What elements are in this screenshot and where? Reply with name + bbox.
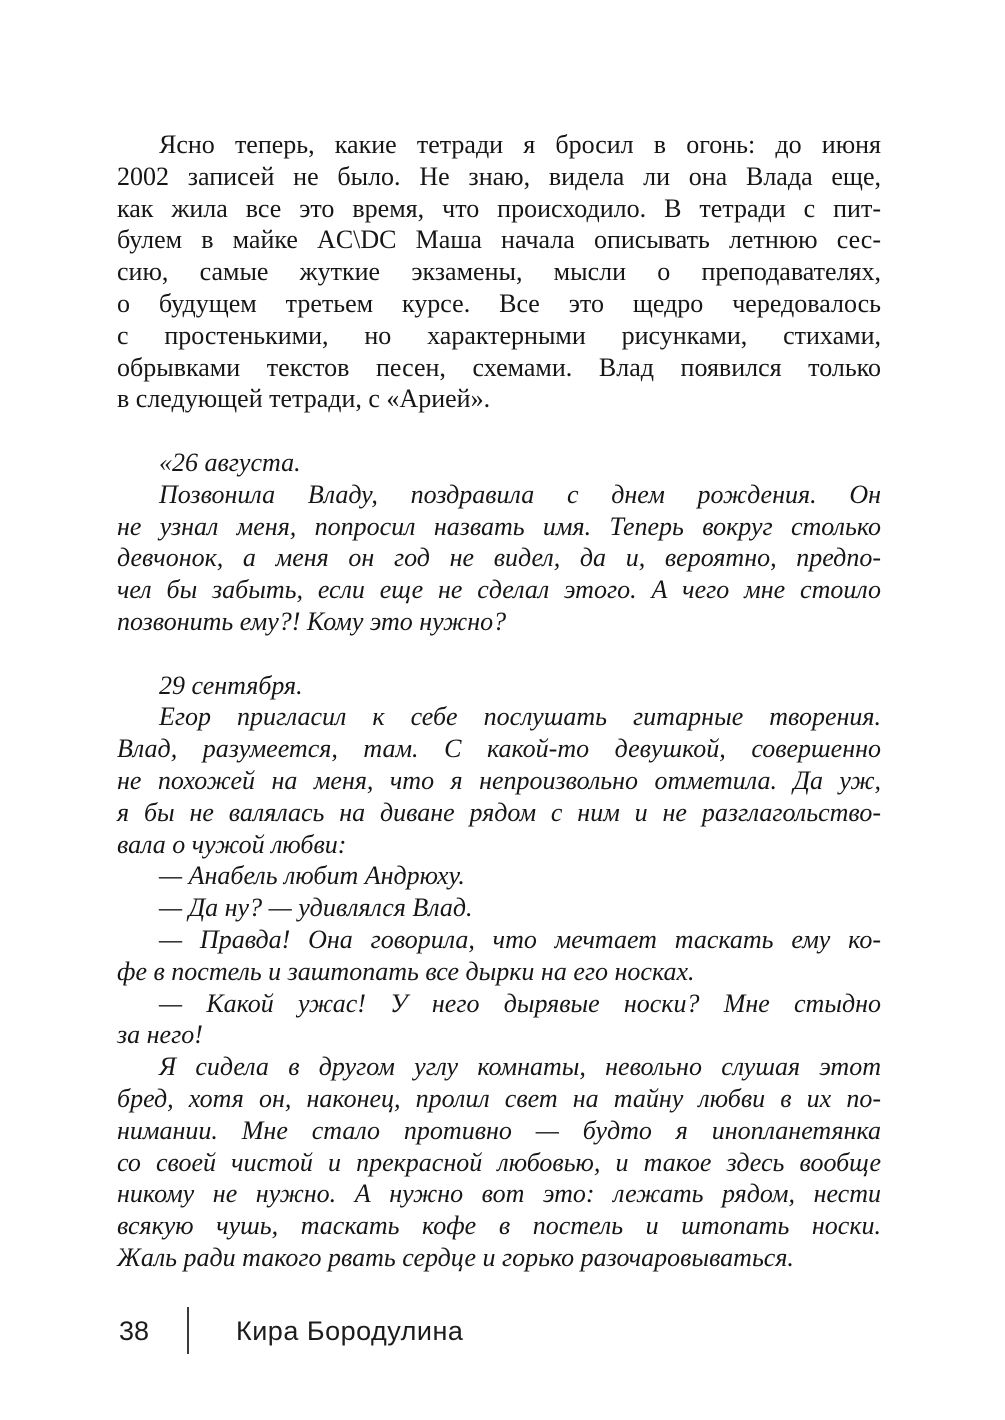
- paragraph: [117, 129, 881, 415]
- text-line: бред, хотя он, наконец, пролил свет на тайну любви в их по-: [117, 1083, 881, 1113]
- paragraph: [117, 892, 881, 924]
- text-line: никому не нужно. А нужно вот это: лежать рядом, нести: [117, 1179, 881, 1209]
- text-line: 29 сентября.: [159, 670, 303, 700]
- text-line: Ясно теперь, какие тетради я бросил в огонь: до июня: [159, 130, 881, 159]
- text-line: — Правда! Она говорила, что мечтает таскать ему ко-: [159, 924, 881, 954]
- paragraph: [117, 988, 881, 1052]
- text-line: 2002 записей не было. Не знаю, видела ли она Влада еще,: [117, 161, 881, 191]
- text-block: [117, 129, 881, 1274]
- text-line: — Анабель любит Андрюху.: [159, 861, 465, 891]
- author-name: Кира Бородулина: [236, 1316, 464, 1346]
- text-line: не похожей на меня, что я непроизвольно отметила. Да уж,: [117, 765, 881, 795]
- text-line: о будущем третьем курсе. Все это щедро чередовалось: [117, 288, 881, 318]
- text-line: не узнал меня, попросил назвать имя. Теперь вокруг столько: [117, 511, 881, 541]
- text-line: обрывками текстов песен, схемами. Влад появился только: [117, 352, 881, 382]
- text-line: за него!: [117, 1020, 203, 1050]
- text-line: Я сидела в другом углу комнаты, невольно слушая этот: [159, 1052, 881, 1082]
- paragraph: [117, 860, 881, 892]
- text-line: Влад, разумеется, там. С какой-то девушкой, совершенно: [117, 734, 881, 764]
- text-line: позвонить ему?! Кому это нужно?: [117, 606, 507, 636]
- text-line: всякую чушь, таскать кофе в постель и штопать носки.: [117, 1211, 881, 1241]
- text-line: нимании. Мне стало противно — будто я инопланетянка: [117, 1115, 881, 1145]
- footer-divider: [187, 1307, 189, 1354]
- text-line: с простенькими, но характерными рисунками, стихами,: [117, 320, 881, 350]
- page-number: 38: [119, 1316, 150, 1346]
- text-line: Жаль ради такого рвать сердце и горько разочаровываться.: [117, 1242, 794, 1272]
- paragraph: [117, 447, 881, 479]
- paragraph: [117, 670, 881, 702]
- text-line: «26 августа.: [159, 447, 301, 477]
- text-line: вала о чужой любви:: [117, 829, 347, 859]
- text-line: фе в постель и заштопать все дырки на его носках.: [117, 956, 695, 986]
- paragraph: [117, 1051, 881, 1274]
- text-line: чел бы забыть, если еще не сделал этого. А чего мне стоило: [117, 575, 881, 605]
- text-line: со своей чистой и прекрасной любовью, и такое здесь вообще: [117, 1147, 881, 1177]
- paragraph-spacer: [117, 638, 881, 670]
- paragraph-spacer: [117, 415, 881, 447]
- paragraph: [117, 479, 881, 638]
- paragraph: [117, 924, 881, 988]
- paragraph: [117, 701, 881, 860]
- text-line: как жила все это время, что происходило. В тетради с пит-: [117, 193, 881, 223]
- text-line: — Да ну? — удивлялся Влад.: [159, 893, 473, 923]
- text-line: — Какой ужас! У него дырявые носки? Мне стыдно: [159, 988, 881, 1018]
- text-line: булем в майке AC\DC Маша начала описывать летнюю сес-: [117, 225, 881, 255]
- text-line: Егор пригласил к себе послушать гитарные творения.: [159, 702, 881, 732]
- text-line: девчонок, а меня он год не видел, да и, вероятно, предпо-: [117, 543, 881, 573]
- text-line: в следующей тетради, с «Арией».: [117, 384, 491, 414]
- text-line: Позвонила Владу, поздравила с днем рождения. Он: [159, 479, 881, 509]
- page-footer: [117, 1305, 887, 1357]
- text-line: я бы не валялась на диване рядом с ним и не разглагольство-: [117, 797, 881, 827]
- text-line: сию, самые жуткие экзамены, мысли о преподавателях,: [117, 257, 881, 287]
